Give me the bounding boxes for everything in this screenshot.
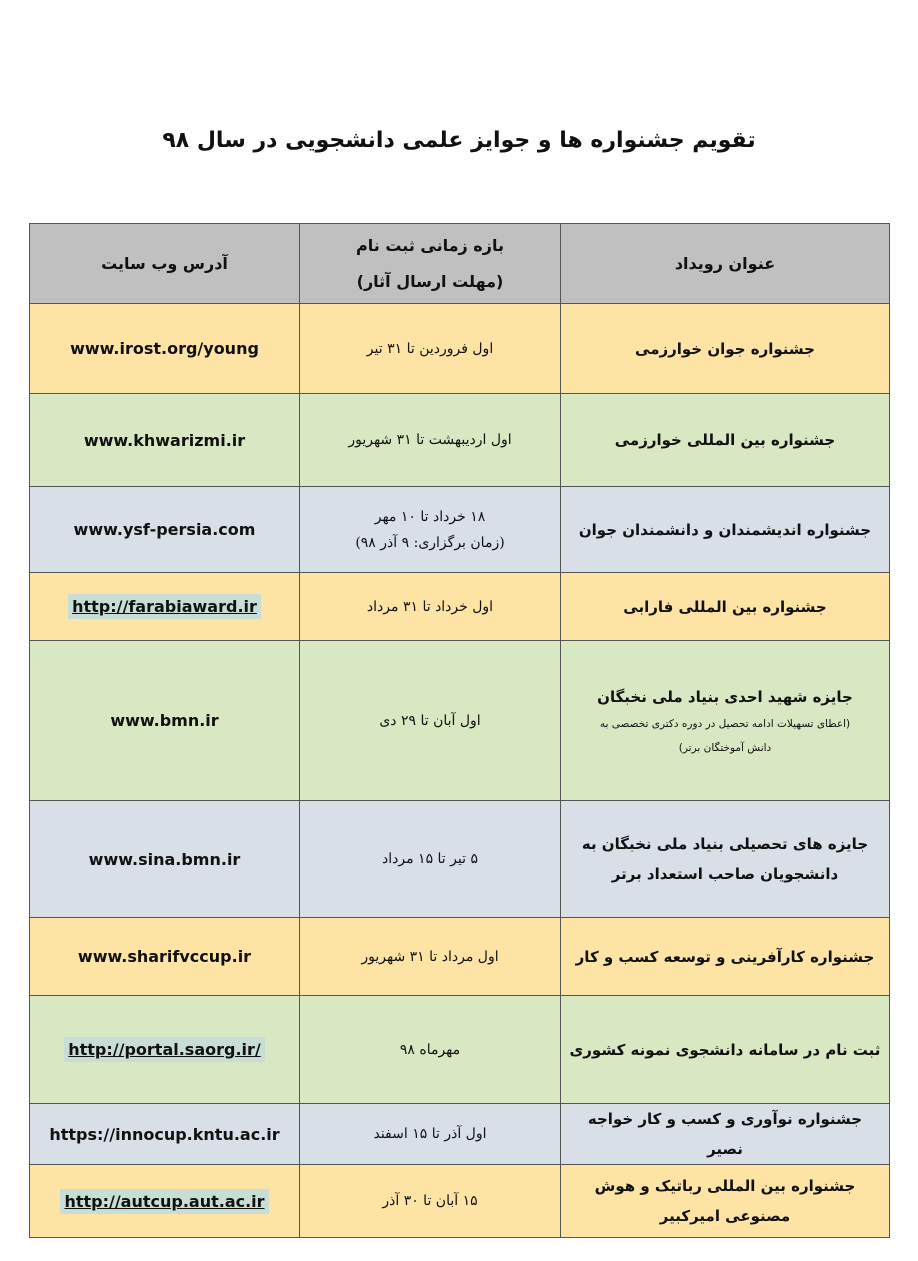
event-cell bbox=[561, 996, 890, 1104]
date-cell bbox=[300, 487, 561, 573]
date-cell bbox=[300, 1165, 561, 1238]
event-cell bbox=[561, 573, 890, 641]
period-note: (زمان برگزاری: ۹ آذر ۹۸) bbox=[355, 534, 505, 551]
event-cell bbox=[561, 394, 890, 487]
date-cell bbox=[300, 801, 561, 918]
table-row bbox=[30, 641, 890, 801]
site-cell bbox=[30, 996, 300, 1104]
page-title: تقویم جشنواره ها و جوایز علمی دانشجویی در سال ۹۸ bbox=[162, 128, 756, 153]
events-table bbox=[29, 223, 890, 1238]
table-row bbox=[30, 996, 890, 1104]
header-event: عنوان رویداد bbox=[561, 224, 890, 304]
website-link[interactable]: www.khwarizmi.ir bbox=[83, 430, 246, 450]
period-text: اول آبان تا ۲۹ دی bbox=[379, 712, 481, 729]
event-title: جایزه شهید احدی بنیاد ملی نخبگان bbox=[597, 687, 853, 706]
event-title: جشنواره بین المللی خوارزمی bbox=[614, 431, 836, 449]
event-cell bbox=[561, 1104, 890, 1165]
table-row bbox=[30, 918, 890, 996]
period-text: اول مرداد تا ۳۱ شهریور bbox=[361, 948, 499, 965]
event-cell bbox=[561, 1165, 890, 1238]
date-cell bbox=[300, 1104, 561, 1165]
table-row bbox=[30, 573, 890, 641]
event-title: جشنواره بین المللی فارابی bbox=[623, 597, 827, 616]
table-row bbox=[30, 1165, 890, 1238]
event-note-line2: دانش آموختگان برتر) bbox=[678, 741, 772, 754]
date-cell bbox=[300, 394, 561, 487]
website-link[interactable]: http://portal.saorg.ir/ bbox=[64, 1037, 265, 1062]
website-link[interactable]: www.irost.org/young bbox=[70, 339, 259, 358]
website-link[interactable]: https://innocup.kntu.ac.ir bbox=[49, 1124, 280, 1144]
date-cell bbox=[300, 573, 561, 641]
date-cell bbox=[300, 304, 561, 394]
event-title: جشنواره بین المللی رباتیک و هوش مصنوعی امیرکبیر bbox=[594, 1177, 856, 1225]
website-link[interactable]: www.sharifvccup.ir bbox=[77, 947, 252, 966]
table-row bbox=[30, 487, 890, 573]
site-cell bbox=[30, 918, 300, 996]
site-cell bbox=[30, 394, 300, 487]
website-link[interactable]: www.bmn.ir bbox=[110, 711, 219, 730]
header-period bbox=[300, 224, 561, 304]
date-cell bbox=[300, 641, 561, 801]
event-cell bbox=[561, 918, 890, 996]
period-text: ۵ تیر تا ۱۵ مرداد bbox=[382, 851, 478, 867]
event-cell bbox=[561, 801, 890, 918]
site-cell bbox=[30, 304, 300, 394]
event-title: جشنواره کارآفرینی و توسعه کسب و کار bbox=[575, 947, 875, 966]
site-cell bbox=[30, 1104, 300, 1165]
event-title: جایزه های تحصیلی بنیاد ملی نخبگان به دانشجویان صاحب استعداد برتر bbox=[581, 835, 869, 883]
date-cell bbox=[300, 918, 561, 996]
table-row bbox=[30, 304, 890, 394]
event-note-line1: (اعطای تسهیلات ادامه تحصیل در دوره دکتری تخصصی به bbox=[599, 717, 851, 730]
website-link[interactable]: www.ysf-persia.com bbox=[73, 520, 256, 539]
period-text: ۱۵ آبان تا ۳۰ آذر bbox=[382, 1193, 478, 1209]
event-title: جشنواره نوآوری و کسب و کار خواجه نصیر bbox=[587, 1110, 863, 1158]
period-text: اول اردیبهشت تا ۳۱ شهریور bbox=[348, 432, 512, 448]
date-cell bbox=[300, 996, 561, 1104]
header-period-line2: (مهلت ارسال آثار) bbox=[356, 271, 504, 291]
event-cell bbox=[561, 641, 890, 801]
event-cell bbox=[561, 487, 890, 573]
website-link[interactable]: http://farabiaward.ir bbox=[68, 594, 261, 619]
website-link[interactable]: www.sina.bmn.ir bbox=[88, 849, 241, 869]
period-text: ۱۸ خرداد تا ۱۰ مهر bbox=[374, 508, 486, 525]
event-title: جشنواره اندیشمندان و دانشمندان جوان bbox=[578, 520, 872, 539]
header-site: آدرس وب سایت bbox=[30, 224, 300, 304]
site-cell bbox=[30, 573, 300, 641]
event-title: ثبت نام در سامانه دانشجوی نمونه کشوری bbox=[569, 1040, 881, 1059]
table-row bbox=[30, 394, 890, 487]
period-text: اول آذر تا ۱۵ اسفند bbox=[373, 1126, 487, 1142]
table-row bbox=[30, 801, 890, 918]
site-cell bbox=[30, 487, 300, 573]
table-header-row bbox=[30, 224, 890, 304]
site-cell bbox=[30, 641, 300, 801]
event-cell bbox=[561, 304, 890, 394]
event-title: جشنواره جوان خوارزمی bbox=[635, 339, 815, 358]
website-link[interactable]: http://autcup.aut.ac.ir bbox=[60, 1189, 268, 1214]
period-text: اول فروردین تا ۳۱ تیر bbox=[366, 340, 494, 357]
site-cell bbox=[30, 1165, 300, 1238]
period-text: اول خرداد تا ۳۱ مرداد bbox=[366, 598, 494, 615]
site-cell bbox=[30, 801, 300, 918]
period-text: مهرماه ۹۸ bbox=[399, 1041, 461, 1058]
header-period-line1: بازه زمانی ثبت نام bbox=[356, 235, 504, 255]
table-row bbox=[30, 1104, 890, 1165]
